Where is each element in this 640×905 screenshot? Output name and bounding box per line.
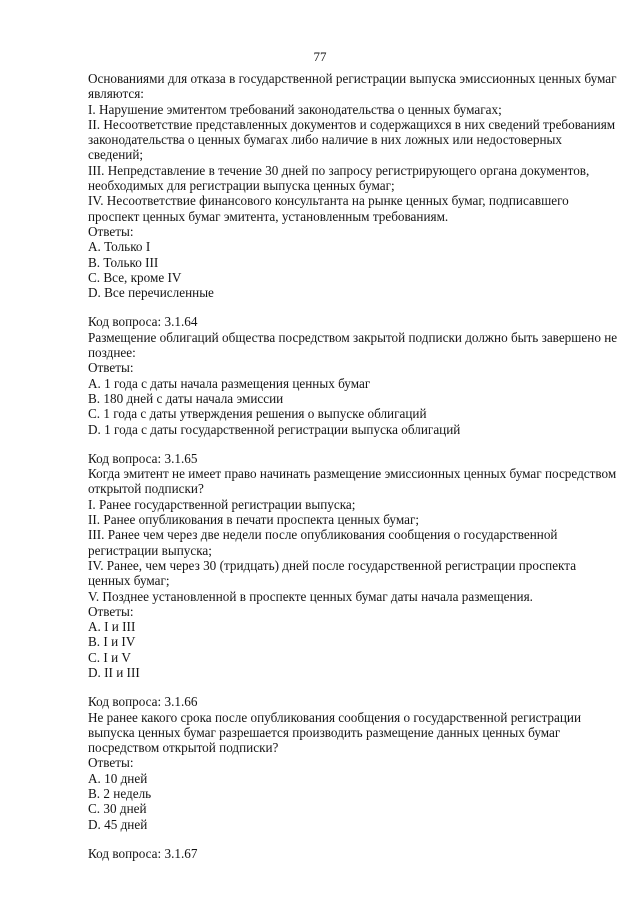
answer-option: D. II и III bbox=[88, 664, 140, 680]
question-text: Размещение облигаций общества посредством закрытой подписки должно быть завершено не позднее: bbox=[88, 329, 618, 361]
answer-option: B. 180 дней с даты начала эмиссии bbox=[88, 390, 284, 406]
question-code: Код вопроса: 3.1.66 bbox=[88, 694, 198, 710]
answer-option: C. Все, кроме IV bbox=[88, 269, 182, 285]
answer-option: D. 45 дней bbox=[88, 816, 148, 832]
answer-option: B. I и IV bbox=[88, 634, 136, 650]
statement: IV. Ранее, чем через 30 (тридцать) дней после государственной регистрации проспекта ценных бумаг; bbox=[88, 557, 577, 589]
question-text: Не ранее какого срока после опубликования сообщения о государственной регистрации выпуска ценных бумаг разрешается производить размещение данных ценных бумаг посредством открытой подписки? bbox=[88, 709, 582, 756]
statement: I. Нарушение эмитентом требований законодательства о ценных бумагах; bbox=[88, 101, 502, 117]
question-3-1-67 bbox=[88, 846, 618, 861]
question-code: Код вопроса: 3.1.64 bbox=[88, 314, 198, 330]
statement: IV. Несоответствие финансового консультанта на рынке ценных бумаг, подписавшего проспект ценных бумаг эмитента, установленным требованиям. bbox=[88, 193, 569, 224]
answers-label: Ответы: bbox=[88, 223, 134, 239]
answer-option: C. 1 года с даты утверждения решения о выпуске облигаций bbox=[88, 406, 427, 422]
answer-option: B. Только III bbox=[88, 254, 159, 270]
answer-option: A. Только I bbox=[88, 239, 151, 255]
answer-option: A. 10 дней bbox=[88, 770, 148, 786]
statement: I. Ранее государственной регистрации выпуска; bbox=[88, 496, 356, 512]
statement: II. Несоответствие представленных документов и содержащихся в них сведений требованиям законодательства о ценных бумагах либо наличие в них ложных или недостоверных сведений; bbox=[88, 116, 616, 163]
question-3-1-64 bbox=[88, 314, 618, 436]
answer-option: C. 30 дней bbox=[88, 801, 147, 817]
statement: II. Ранее опубликования в печати проспекта ценных бумаг; bbox=[88, 512, 420, 528]
statement: III. Ранее чем через две недели после опубликования сообщения о государственной регистрации выпуска; bbox=[88, 527, 558, 558]
page-number: 77 bbox=[313, 49, 327, 64]
statement: V. Позднее установленной в проспекте ценных бумаг даты начала размещения. bbox=[88, 588, 533, 604]
question-text: Когда эмитент не имеет право начинать размещение эмиссионных ценных бумаг посредством открытой подписки? bbox=[88, 466, 617, 497]
answer-option: B. 2 недель bbox=[88, 786, 152, 802]
answer-option: A. I и III bbox=[88, 619, 136, 635]
answer-option: D. 1 года с даты государственной регистрации выпуска облигаций bbox=[88, 421, 461, 437]
answers-label: Ответы: bbox=[88, 360, 134, 376]
question-code: Код вопроса: 3.1.65 bbox=[88, 450, 198, 466]
answer-option: C. I и V bbox=[88, 649, 131, 665]
answers-label: Ответы: bbox=[88, 603, 134, 619]
question-text: Основаниями для отказа в государственной регистрации выпуска эмиссионных ценных бумаг являются: bbox=[88, 71, 617, 102]
answer-option: A. 1 года с даты начала размещения ценных бумаг bbox=[88, 375, 371, 391]
question-code: Код вопроса: 3.1.67 bbox=[88, 845, 198, 861]
question-intro bbox=[88, 71, 618, 300]
page-content bbox=[88, 71, 618, 861]
statement: III. Непредставление в течение 30 дней по запросу регистрирующего органа документов, необходимых для регистрации выпуска ценных бумаг; bbox=[88, 162, 590, 194]
answers-label: Ответы: bbox=[88, 755, 134, 771]
question-3-1-65 bbox=[88, 451, 618, 680]
question-3-1-66 bbox=[88, 694, 618, 832]
answer-option: D. Все перечисленные bbox=[88, 285, 214, 301]
